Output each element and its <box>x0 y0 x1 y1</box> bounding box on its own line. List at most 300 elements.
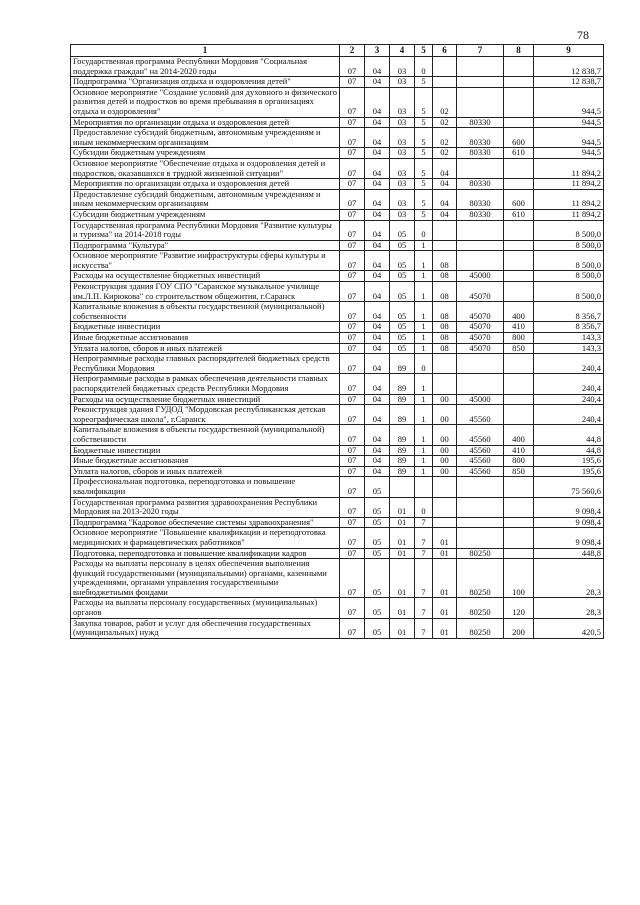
row-amount-cell: 8 500,0 <box>534 220 604 240</box>
row-section-cell: 07 <box>340 333 365 344</box>
row-amount-cell: 12 838,7 <box>534 77 604 88</box>
row-section-cell: 07 <box>340 466 365 477</box>
row-expense-type-cell <box>504 354 534 374</box>
table-row <box>71 559 604 598</box>
row-section-cell: 07 <box>340 271 365 282</box>
row-expense-type-cell: 120 <box>504 598 534 618</box>
header-row <box>71 45 604 57</box>
row-expense-type-cell: 850 <box>504 343 534 354</box>
row-name-cell: Закупка товаров, работ и услуг для обеспечения государственных (муниципальных) нужд <box>71 618 340 638</box>
row-name-cell: Капитальные вложения в объекты государственной (муниципальной) собственности <box>71 302 340 322</box>
row-amount-cell: 11 894,2 <box>534 158 604 178</box>
row-name-cell: Расходы на осуществление бюджетных инвестиций <box>71 271 340 282</box>
row-subsection-cell: 04 <box>365 77 390 88</box>
table-row <box>71 333 604 344</box>
row-name-cell: Субсидии бюджетным учреждениям <box>71 209 340 220</box>
row-event-cell: 08 <box>433 271 457 282</box>
table-row <box>71 128 604 148</box>
row-expense-type-cell <box>504 517 534 528</box>
row-amount-cell: 8 500,0 <box>534 282 604 302</box>
row-event-cell: 02 <box>433 117 457 128</box>
table-row <box>71 405 604 425</box>
row-subsection-cell: 04 <box>365 405 390 425</box>
row-program-cell: 89 <box>390 456 415 467</box>
row-expense-type-cell <box>504 57 534 77</box>
row-program-cell: 89 <box>390 466 415 477</box>
row-name-cell: Основное мероприятие "Создание условий для духовного и физического развития детей и подростков во время пребывания в организациях отдыха и оздоровления" <box>71 87 340 117</box>
row-event-cell: 04 <box>433 158 457 178</box>
row-direction-cell: 45070 <box>457 343 504 354</box>
row-direction-cell: 45070 <box>457 282 504 302</box>
row-amount-cell: 12 838,7 <box>534 57 604 77</box>
header-cell: 8 <box>504 45 534 57</box>
row-name-cell: Государственная программа развития здравоохранения Республики Мордовия на 2013-2020 годы <box>71 497 340 517</box>
row-subprogram-cell: 7 <box>415 548 433 559</box>
row-amount-cell: 9 098,4 <box>534 517 604 528</box>
row-event-cell <box>433 374 457 394</box>
row-direction-cell: 80330 <box>457 179 504 190</box>
row-program-cell: 01 <box>390 528 415 548</box>
row-subsection-cell: 04 <box>365 189 390 209</box>
row-name-cell: Предоставление субсидий бюджетным, автономным учреждениям и иным некоммерческим организациям <box>71 189 340 209</box>
row-amount-cell: 195,6 <box>534 456 604 467</box>
table-row <box>71 87 604 117</box>
row-section-cell: 07 <box>340 302 365 322</box>
row-event-cell: 00 <box>433 445 457 456</box>
row-subsection-cell: 04 <box>365 158 390 178</box>
row-subsection-cell: 05 <box>365 598 390 618</box>
row-program-cell: 03 <box>390 148 415 159</box>
row-section-cell: 07 <box>340 322 365 333</box>
table-row <box>71 189 604 209</box>
table-row <box>71 148 604 159</box>
row-subsection-cell: 04 <box>365 425 390 445</box>
row-subprogram-cell: 1 <box>415 445 433 456</box>
table-row <box>71 282 604 302</box>
row-event-cell: 08 <box>433 251 457 271</box>
row-program-cell: 01 <box>390 559 415 598</box>
header-cell: 6 <box>433 45 457 57</box>
row-amount-cell: 11 894,2 <box>534 189 604 209</box>
table-row <box>71 343 604 354</box>
row-expense-type-cell: 400 <box>504 425 534 445</box>
row-program-cell: 05 <box>390 282 415 302</box>
table-row <box>71 209 604 220</box>
row-subprogram-cell: 0 <box>415 57 433 77</box>
row-direction-cell: 80330 <box>457 189 504 209</box>
row-direction-cell: 80250 <box>457 548 504 559</box>
row-expense-type-cell <box>504 497 534 517</box>
row-subprogram-cell: 1 <box>415 394 433 405</box>
row-subsection-cell: 04 <box>365 220 390 240</box>
row-expense-type-cell <box>504 87 534 117</box>
row-amount-cell: 240,4 <box>534 374 604 394</box>
row-expense-type-cell <box>504 528 534 548</box>
row-program-cell: 03 <box>390 117 415 128</box>
row-event-cell: 02 <box>433 128 457 148</box>
row-event-cell: 08 <box>433 302 457 322</box>
row-expense-type-cell <box>504 548 534 559</box>
row-event-cell <box>433 220 457 240</box>
row-event-cell: 00 <box>433 456 457 467</box>
table-body <box>71 57 604 639</box>
row-event-cell: 04 <box>433 189 457 209</box>
row-subsection-cell: 04 <box>365 394 390 405</box>
row-expense-type-cell: 200 <box>504 618 534 638</box>
row-program-cell: 89 <box>390 354 415 374</box>
row-subsection-cell: 04 <box>365 87 390 117</box>
row-name-cell: Уплата налогов, сборов и иных платежей <box>71 343 340 354</box>
row-direction-cell <box>457 87 504 117</box>
row-direction-cell: 80330 <box>457 128 504 148</box>
row-subprogram-cell: 0 <box>415 354 433 374</box>
row-amount-cell: 240,4 <box>534 394 604 405</box>
row-amount-cell: 9 098,4 <box>534 497 604 517</box>
row-event-cell <box>433 517 457 528</box>
row-subprogram-cell: 5 <box>415 128 433 148</box>
row-section-cell: 07 <box>340 477 365 497</box>
row-section-cell: 07 <box>340 405 365 425</box>
table-row <box>71 158 604 178</box>
row-direction-cell: 80330 <box>457 148 504 159</box>
row-subprogram-cell: 1 <box>415 271 433 282</box>
row-section-cell: 07 <box>340 456 365 467</box>
row-program-cell: 03 <box>390 57 415 77</box>
row-amount-cell: 11 894,2 <box>534 179 604 190</box>
row-expense-type-cell <box>504 117 534 128</box>
row-subprogram-cell: 1 <box>415 251 433 271</box>
row-subsection-cell: 04 <box>365 343 390 354</box>
row-subsection-cell: 04 <box>365 271 390 282</box>
row-subprogram-cell: 1 <box>415 322 433 333</box>
row-amount-cell: 11 894,2 <box>534 209 604 220</box>
row-subsection-cell: 05 <box>365 528 390 548</box>
row-amount-cell: 944,5 <box>534 148 604 159</box>
row-subsection-cell: 04 <box>365 322 390 333</box>
row-direction-cell <box>457 57 504 77</box>
row-event-cell: 04 <box>433 179 457 190</box>
row-expense-type-cell: 610 <box>504 209 534 220</box>
row-subsection-cell: 04 <box>365 282 390 302</box>
row-subsection-cell: 04 <box>365 354 390 374</box>
row-event-cell: 08 <box>433 322 457 333</box>
row-section-cell: 07 <box>340 559 365 598</box>
row-direction-cell <box>457 374 504 394</box>
table-row <box>71 302 604 322</box>
row-name-cell: Непрограммные расходы в рамках обеспечения деятельности главных распорядителей бюджетных средств Республики Мордовия <box>71 374 340 394</box>
row-program-cell: 89 <box>390 405 415 425</box>
row-expense-type-cell: 800 <box>504 456 534 467</box>
row-section-cell: 07 <box>340 354 365 374</box>
row-program-cell <box>390 477 415 497</box>
row-section-cell: 07 <box>340 343 365 354</box>
row-direction-cell <box>457 354 504 374</box>
row-name-cell: Подпрограмма "Культура" <box>71 240 340 251</box>
row-program-cell: 05 <box>390 343 415 354</box>
row-event-cell <box>433 57 457 77</box>
row-section-cell: 07 <box>340 598 365 618</box>
row-amount-cell: 944,5 <box>534 128 604 148</box>
row-name-cell: Бюджетные инвестиции <box>71 445 340 456</box>
row-expense-type-cell <box>504 374 534 394</box>
row-section-cell: 07 <box>340 240 365 251</box>
header-cell: 2 <box>340 45 365 57</box>
row-direction-cell <box>457 251 504 271</box>
table-row <box>71 271 604 282</box>
row-event-cell: 01 <box>433 528 457 548</box>
row-section-cell: 07 <box>340 282 365 302</box>
header-cell: 3 <box>365 45 390 57</box>
row-amount-cell: 8 500,0 <box>534 251 604 271</box>
row-subprogram-cell: 1 <box>415 425 433 445</box>
row-subprogram-cell <box>415 477 433 497</box>
row-amount-cell: 8 500,0 <box>534 240 604 251</box>
row-direction-cell: 45560 <box>457 405 504 425</box>
row-expense-type-cell <box>504 477 534 497</box>
row-direction-cell <box>457 158 504 178</box>
table-row <box>71 445 604 456</box>
header-cell: 5 <box>415 45 433 57</box>
row-direction-cell: 80330 <box>457 209 504 220</box>
header-cell: 4 <box>390 45 415 57</box>
row-name-cell: Государственная программа Республики Мордовия "Социальная поддержка граждан" на 2014-2020 годы <box>71 57 340 77</box>
row-direction-cell <box>457 528 504 548</box>
row-name-cell: Расходы на выплаты персоналу государственных (муниципальных) органов <box>71 598 340 618</box>
row-subprogram-cell: 1 <box>415 302 433 322</box>
row-program-cell: 05 <box>390 220 415 240</box>
row-amount-cell: 28,3 <box>534 598 604 618</box>
table-row <box>71 517 604 528</box>
row-amount-cell: 944,5 <box>534 87 604 117</box>
row-section-cell: 07 <box>340 251 365 271</box>
row-subprogram-cell: 1 <box>415 456 433 467</box>
row-direction-cell <box>457 517 504 528</box>
row-program-cell: 01 <box>390 548 415 559</box>
row-section-cell: 07 <box>340 117 365 128</box>
row-subprogram-cell: 5 <box>415 179 433 190</box>
row-name-cell: Основное мероприятие "Повышение квалификации и переподготовка медицинских и фармацевтических работников" <box>71 528 340 548</box>
budget-table <box>70 44 604 639</box>
row-expense-type-cell: 600 <box>504 128 534 148</box>
row-name-cell: Профессиональная подготовка, переподготовка и повышение квалификации <box>71 477 340 497</box>
row-name-cell: Бюджетные инвестиции <box>71 322 340 333</box>
row-name-cell: Непрограммные расходы главных распорядителей бюджетных средств Республики Мордовия <box>71 354 340 374</box>
table-row <box>71 240 604 251</box>
row-subsection-cell: 04 <box>365 209 390 220</box>
row-name-cell: Капитальные вложения в объекты государственной (муниципальной) собственности <box>71 425 340 445</box>
row-name-cell: Мероприятия по организации отдыха и оздоровления детей <box>71 117 340 128</box>
row-event-cell: 02 <box>433 87 457 117</box>
row-direction-cell <box>457 77 504 88</box>
row-subprogram-cell: 7 <box>415 528 433 548</box>
row-direction-cell <box>457 220 504 240</box>
row-amount-cell: 448,8 <box>534 548 604 559</box>
row-name-cell: Уплата налогов, сборов и иных платежей <box>71 466 340 477</box>
row-program-cell: 89 <box>390 394 415 405</box>
row-program-cell: 03 <box>390 87 415 117</box>
row-program-cell: 05 <box>390 302 415 322</box>
row-subsection-cell: 04 <box>365 148 390 159</box>
row-name-cell: Государственная программа Республики Мордовия "Развитие культуры и туризма" на 2014-2018 годы <box>71 220 340 240</box>
row-event-cell: 02 <box>433 148 457 159</box>
row-name-cell: Иные бюджетные ассигнования <box>71 333 340 344</box>
row-section-cell: 07 <box>340 148 365 159</box>
row-amount-cell: 240,4 <box>534 354 604 374</box>
row-amount-cell: 44,8 <box>534 445 604 456</box>
row-program-cell: 01 <box>390 618 415 638</box>
row-event-cell <box>433 240 457 251</box>
row-expense-type-cell <box>504 394 534 405</box>
row-direction-cell: 45070 <box>457 333 504 344</box>
row-section-cell: 07 <box>340 128 365 148</box>
row-subprogram-cell: 5 <box>415 189 433 209</box>
row-section-cell: 07 <box>340 528 365 548</box>
row-expense-type-cell <box>504 158 534 178</box>
row-subprogram-cell: 7 <box>415 598 433 618</box>
row-direction-cell: 80250 <box>457 618 504 638</box>
row-expense-type-cell: 400 <box>504 302 534 322</box>
table-row <box>71 466 604 477</box>
row-name-cell: Основное мероприятие "Развитие инфраструктуры сферы культуры и искусства" <box>71 251 340 271</box>
row-subsection-cell: 04 <box>365 179 390 190</box>
row-subsection-cell: 05 <box>365 548 390 559</box>
row-expense-type-cell: 410 <box>504 445 534 456</box>
row-section-cell: 07 <box>340 517 365 528</box>
row-subsection-cell: 04 <box>365 251 390 271</box>
row-subsection-cell: 04 <box>365 117 390 128</box>
row-event-cell <box>433 354 457 374</box>
row-subsection-cell: 05 <box>365 497 390 517</box>
row-name-cell: Подготовка, переподготовка и повышение квалификации кадров <box>71 548 340 559</box>
row-subprogram-cell: 1 <box>415 282 433 302</box>
row-section-cell: 07 <box>340 209 365 220</box>
row-section-cell: 07 <box>340 179 365 190</box>
row-program-cell: 03 <box>390 128 415 148</box>
row-expense-type-cell <box>504 240 534 251</box>
row-program-cell: 89 <box>390 445 415 456</box>
row-amount-cell: 8 356,7 <box>534 322 604 333</box>
row-section-cell: 07 <box>340 394 365 405</box>
row-program-cell: 03 <box>390 179 415 190</box>
row-direction-cell <box>457 240 504 251</box>
row-direction-cell: 80330 <box>457 117 504 128</box>
table-row <box>71 548 604 559</box>
row-name-cell: Расходы на осуществление бюджетных инвестиций <box>71 394 340 405</box>
row-direction-cell <box>457 477 504 497</box>
table-row <box>71 425 604 445</box>
row-name-cell: Субсидии бюджетным учреждениям <box>71 148 340 159</box>
row-subsection-cell: 04 <box>365 445 390 456</box>
row-name-cell: Подпрограмма "Кадровое обеспечение системы здравоохранения" <box>71 517 340 528</box>
row-amount-cell: 8 500,0 <box>534 271 604 282</box>
row-expense-type-cell <box>504 77 534 88</box>
row-expense-type-cell: 610 <box>504 148 534 159</box>
row-event-cell: 00 <box>433 425 457 445</box>
row-subprogram-cell: 5 <box>415 117 433 128</box>
row-expense-type-cell: 800 <box>504 333 534 344</box>
row-subsection-cell: 04 <box>365 456 390 467</box>
row-name-cell: Мероприятия по организации отдыха и оздоровления детей <box>71 179 340 190</box>
row-section-cell: 07 <box>340 497 365 517</box>
row-event-cell: 01 <box>433 618 457 638</box>
row-program-cell: 89 <box>390 425 415 445</box>
row-event-cell: 00 <box>433 466 457 477</box>
row-subprogram-cell: 0 <box>415 497 433 517</box>
row-program-cell: 05 <box>390 333 415 344</box>
row-expense-type-cell <box>504 179 534 190</box>
row-name-cell: Основное мероприятие "Обеспечение отдыха и оздоровления детей и подростков, оказавшихся в трудной жизненной ситуации" <box>71 158 340 178</box>
table-row <box>71 117 604 128</box>
row-program-cell: 05 <box>390 251 415 271</box>
row-program-cell: 05 <box>390 240 415 251</box>
row-subprogram-cell: 1 <box>415 466 433 477</box>
table-row <box>71 618 604 638</box>
row-event-cell <box>433 497 457 517</box>
row-direction-cell: 45070 <box>457 302 504 322</box>
row-direction-cell: 80250 <box>457 598 504 618</box>
row-amount-cell: 195,6 <box>534 466 604 477</box>
row-expense-type-cell <box>504 220 534 240</box>
row-expense-type-cell: 410 <box>504 322 534 333</box>
table-row <box>71 322 604 333</box>
row-program-cell: 05 <box>390 271 415 282</box>
row-direction-cell: 45560 <box>457 466 504 477</box>
row-amount-cell: 240,4 <box>534 405 604 425</box>
table-row <box>71 598 604 618</box>
table-row <box>71 77 604 88</box>
row-subsection-cell: 05 <box>365 477 390 497</box>
page-number: 78 <box>577 28 589 42</box>
row-subsection-cell: 04 <box>365 240 390 251</box>
row-amount-cell: 944,5 <box>534 117 604 128</box>
row-expense-type-cell: 100 <box>504 559 534 598</box>
row-amount-cell: 44,8 <box>534 425 604 445</box>
table-row <box>71 251 604 271</box>
row-amount-cell: 143,3 <box>534 343 604 354</box>
table-row <box>71 179 604 190</box>
row-subsection-cell: 05 <box>365 559 390 598</box>
row-section-cell: 07 <box>340 374 365 394</box>
row-subsection-cell: 04 <box>365 302 390 322</box>
table-row <box>71 57 604 77</box>
table-row <box>71 497 604 517</box>
header-cell: 1 <box>71 45 340 57</box>
row-name-cell: Подпрограмма "Организация отдыха и оздоровления детей" <box>71 77 340 88</box>
row-event-cell <box>433 477 457 497</box>
row-program-cell: 03 <box>390 158 415 178</box>
row-program-cell: 03 <box>390 189 415 209</box>
row-expense-type-cell <box>504 405 534 425</box>
row-amount-cell: 9 098,4 <box>534 528 604 548</box>
row-event-cell: 01 <box>433 559 457 598</box>
row-direction-cell: 45000 <box>457 271 504 282</box>
row-program-cell: 03 <box>390 209 415 220</box>
row-subprogram-cell: 1 <box>415 343 433 354</box>
table-row <box>71 354 604 374</box>
row-name-cell: Предоставление субсидий бюджетным, автономным учреждениям и иным некоммерческим организациям <box>71 128 340 148</box>
row-subprogram-cell: 5 <box>415 209 433 220</box>
row-event-cell: 08 <box>433 333 457 344</box>
row-amount-cell: 420,5 <box>534 618 604 638</box>
row-subprogram-cell: 1 <box>415 240 433 251</box>
row-section-cell: 07 <box>340 77 365 88</box>
row-amount-cell: 8 356,7 <box>534 302 604 322</box>
row-expense-type-cell: 600 <box>504 189 534 209</box>
row-subprogram-cell: 1 <box>415 374 433 394</box>
header-cell: 9 <box>534 45 604 57</box>
row-section-cell: 07 <box>340 548 365 559</box>
row-expense-type-cell <box>504 282 534 302</box>
